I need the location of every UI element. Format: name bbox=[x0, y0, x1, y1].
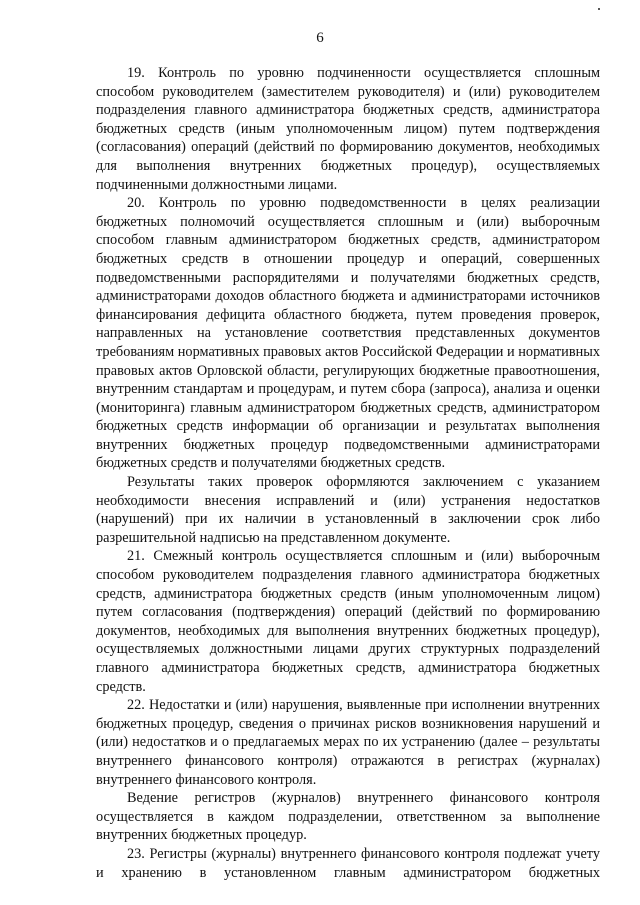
page-number: 6 bbox=[316, 30, 324, 46]
scan-mark bbox=[598, 8, 600, 10]
paragraph-22-registers: Ведение регистров (журналов) внутреннего финансового контроля осуществляется в каждом подразделении, ответственном за выполнение внутренних бюджетных процедур. bbox=[96, 790, 600, 844]
paragraph-20-results: Результаты таких проверок оформляются заключением с указанием необходимости внесения исправлений и (или) устранения недостатков (нарушений) при их наличии в установленный в заключении срок либо разрешительной надписью на представленном документе. bbox=[96, 474, 600, 546]
paragraph-21: 21. Смежный контроль осуществляется сплошным и (или) выборочным способом руководителем подразделения главного администратора бюджетных средств, администратора бюджетных средств (иным уполномоченным лицом) путем согласования (подтверждения) операций (действий по формированию документов, необходимых для выполнения внутренних бюджетных процедур), осуществляемых должностными лицами других структурных подразделений главного администратора бюджетных средств, администратора бюджетных средств. bbox=[96, 548, 600, 695]
paragraph-20: 20. Контроль по уровню подведомственности в целях реализации бюджетных полномочий осуществляется сплошным и (или) выборочным способом главным администратором бюджетных средств, администратором бюджетных средств в отношении процедур и операций, совершенных подведомственными распорядителями и получателями бюджетных средств, администраторами доходов областного бюджета и администраторами источников финансирования дефицита областного бюджета, путем проведения проверок, направленных на установление соответствия представленных документов требованиям нормативных правовых актов Российской Федерации и нормативных правовых актов Орловской области, регулирующих бюджетные правоотношения, внутренним стандартам и процедурам, и путем сбора (запроса), анализа и оценки (мониторинга) главным администратором бюджетных средств, администратором бюджетных средств информации об организации и результатах выполнения внутренних бюджетных процедур подведомственными администраторами бюджетных средств и получателями бюджетных средств. bbox=[96, 195, 600, 472]
document-body bbox=[96, 64, 600, 882]
paragraph-19: 19. Контроль по уровню подчиненности осуществляется сплошным способом руководителем (заместителем руководителя) и (или) руководителем подразделения главного администратора бюджетных средств, администратора бюджетных средств (иным уполномоченным лицом) путем подтверждения (согласования) операций (действий по формированию документов, необходимых для выполнения внутренних бюджетных процедур), осуществляемых подчиненными должностными лицами. bbox=[96, 65, 600, 193]
paragraph-22: 22. Недостатки и (или) нарушения, выявленные при исполнении внутренних бюджетных процедур, сведения о причинах рисков возникновения нарушений и (или) недостатков и о предлагаемых мерах по их устранению (далее – результаты внутреннего финансового контроля) отражаются в регистрах (журналах) внутреннего финансового контроля. bbox=[96, 697, 600, 788]
paragraph-23: 23. Регистры (журналы) внутреннего финансового контроля подлежат учету и хранению в установленном главным администратором бюджетных bbox=[96, 845, 600, 881]
